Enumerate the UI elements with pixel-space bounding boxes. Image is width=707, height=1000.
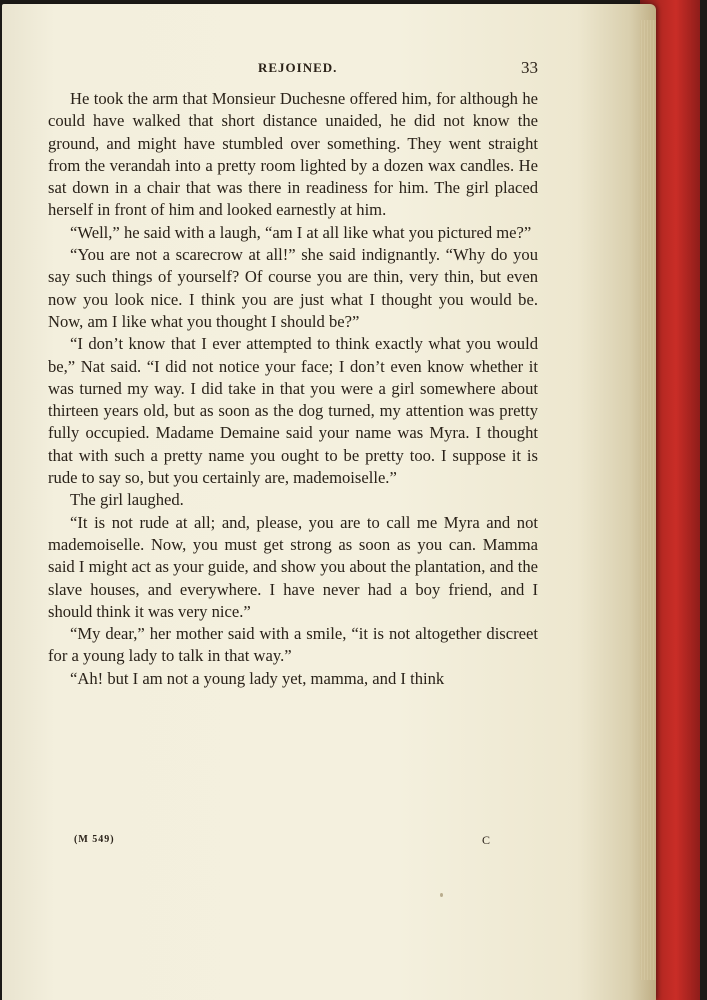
paragraph: He took the arm that Monsieur Duchesne offered him, for although he could have walked that short distance unaided, he did not know the ground, and might have stumbled over something. They went straight from the verandah into a pretty room lighted by a dozen wax candles. He sat down in a chair that was there in readiness for him. The girl placed herself in front of him and looked earnestly at him.: [48, 89, 538, 220]
paragraph: “Ah! but I am not a young lady yet, mamma, and I think: [70, 668, 445, 688]
page-number: 33: [521, 58, 538, 77]
page-body: [48, 88, 538, 690]
page-stack-edge: [640, 20, 656, 980]
signature-letter: C: [482, 833, 491, 847]
paragraph: “My dear,” her mother said with a smile, “it is not altogether discreet for a young lady to talk in that way.”: [48, 624, 538, 666]
page-header: [48, 58, 538, 80]
page-footer: [48, 834, 538, 850]
paragraph: “It is not rude at all; and, please, you are to call me Myra and not mademoiselle. Now, you must get strong as soon as you can. Mamma said I might act as your guide, and show you about the plantation, and the slave houses, and everywhere. I have never had a boy friend, and I should think it was very nice.”: [48, 512, 538, 621]
paragraph: “I don’t know that I ever attempted to think exactly what you would be,” Nat said. “I did not notice your face; I don’t even know whether it was turned my way. I did take in that you were a girl somewhere about thirteen years old, but as soon as the dog turned, my attention was pretty fully occupied. Madame Demaine said your name was Myra. I thought that with such a pretty name you ought to be pretty too. I suppose it is rude to say so, but you certainly are, mademoiselle.”: [48, 334, 538, 488]
paragraph: “You are not a scarecrow at all!” she said indignantly. “Why do you say such things of yourself? Of course you are thin, very thin, but even now you look nice. I think you are just what I thought you would be. Now, am I like what you thought I should be?”: [48, 245, 538, 331]
signature-code: (M 549): [74, 834, 115, 845]
paper-speck: [440, 893, 443, 897]
paragraph: “Well,” he said with a laugh, “am I at all like what you pictured me?”: [70, 222, 532, 242]
paragraph: The girl laughed.: [70, 490, 184, 510]
running-head: REJOINED.: [258, 60, 338, 75]
